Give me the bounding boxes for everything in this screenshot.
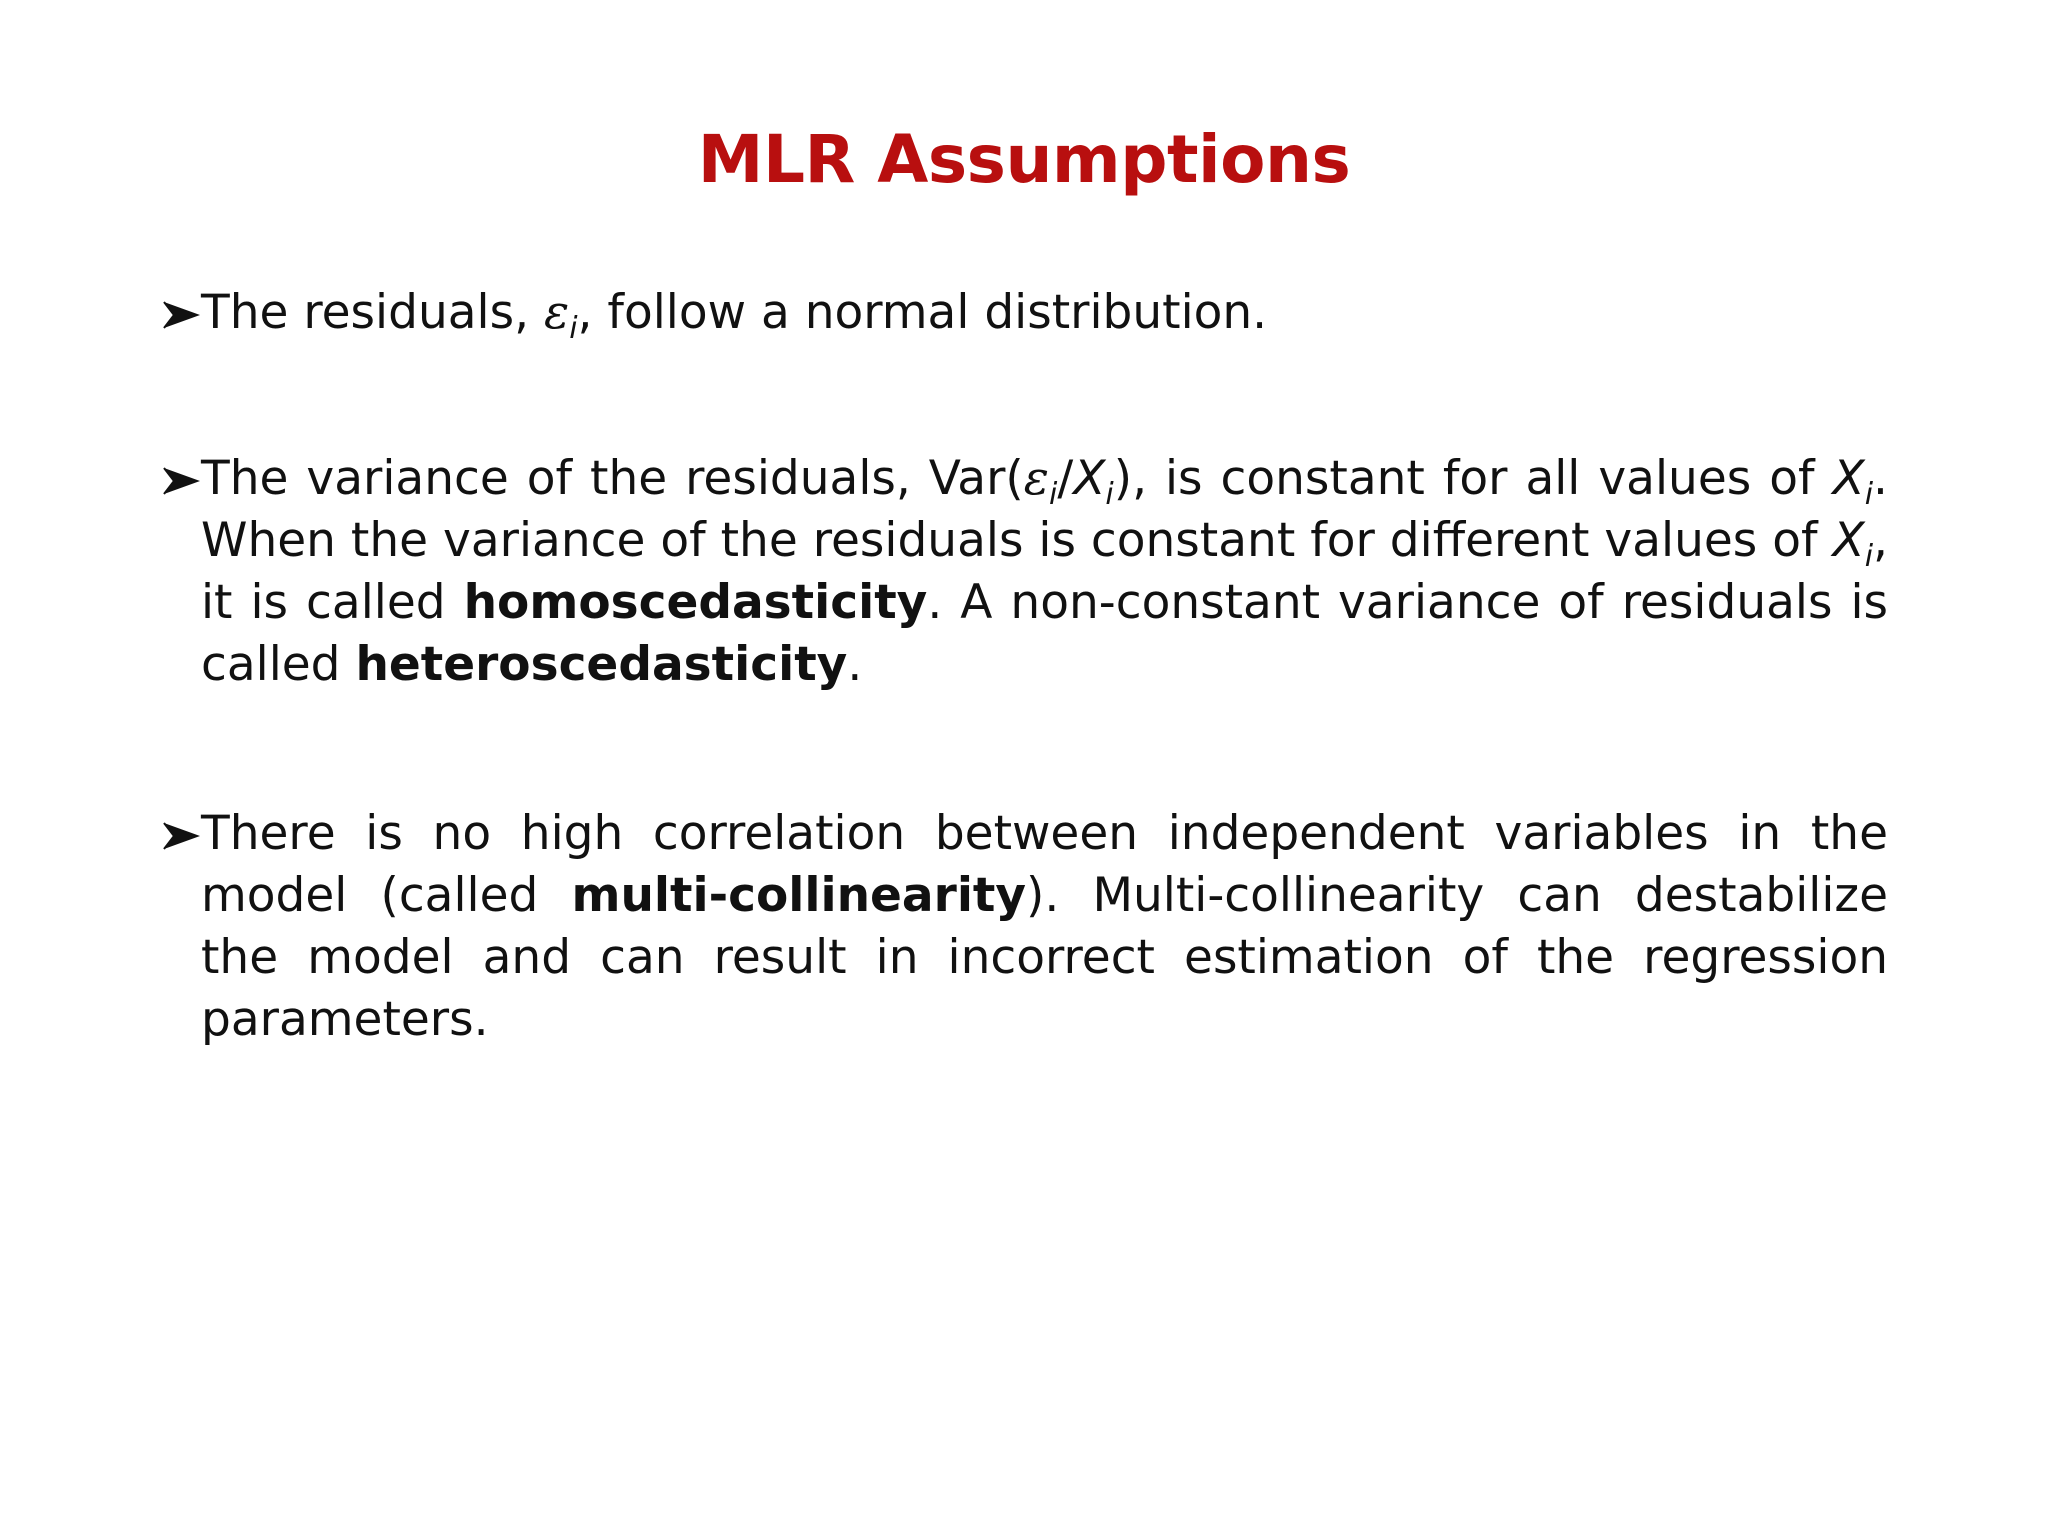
bullet-multicollinearity: [162, 803, 1888, 1051]
arrowhead-bullet-icon: [162, 282, 204, 344]
bullet-text: The variance of the residuals, $Var(\varepsilon_i/X_i)$, is constant for all values of $X_i$. When the variance of the residuals is constant for different values of $X_i$, it is called homoscedasticity. A non-constant variance of residuals is called heteroscedasticity.: [201, 451, 1889, 692]
bullet-residuals-normal: [162, 282, 1888, 344]
bullet-residual-variance: [162, 448, 1888, 696]
term-multi-collinearity: multi-collinearity: [571, 868, 1027, 923]
bullet-text: There is no high correlation between independent variables in the model (called multi-collinearity). Multi-collinearity can destabilize the model and can result in incorrect estimation of the regression parameters.: [201, 806, 1888, 1047]
term-homoscedasticity: homoscedasticity: [463, 575, 928, 630]
slide-title: MLR Assumptions: [697, 121, 1351, 198]
arrowhead-bullet-icon: [162, 448, 204, 510]
term-heteroscedasticity: heteroscedasticity: [355, 637, 848, 692]
bullet-text: The residuals, $\varepsilon_i$, follow a normal distribution.: [201, 285, 1268, 346]
arrowhead-bullet-icon: [162, 803, 204, 865]
